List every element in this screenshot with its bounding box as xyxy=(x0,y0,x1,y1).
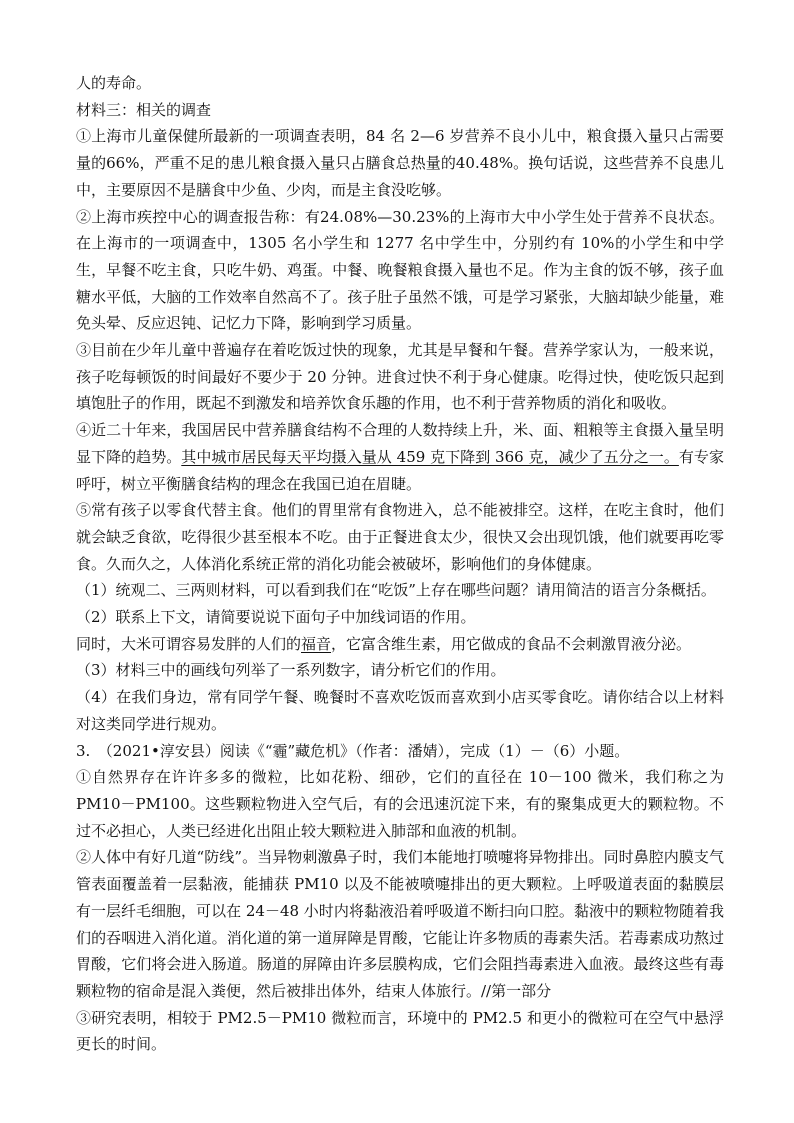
question: （3）材料三中的画线句列举了一系列数字，请分析它们的作用。 xyxy=(76,661,506,680)
section-title: 材料三：相关的调查 xyxy=(76,100,212,119)
paragraph: ②上海市疾控中心的调查报告称：有24.08%—30.23%的上海市大中小学生处于营养不良状态。在上海市的一项调查中，1305 名小学生和 1277 名中学生中，分别约有 10%的小学生和中学生，早餐不吃主食，只吃牛奶、鸡蛋。中餐、晚餐粮食摄入量也不足。作为主食的饭不够，孩子血糖水平低，大脑的工作效率自然高不了。孩子肚子虽然不饿，可是学习紧张，大脑却缺少能量，难免头晕、反应迟钝、记忆力下降，影响到学习质量。 xyxy=(76,207,724,333)
paragraph: ①上海市儿童保健所最新的一项调查表明，84 名 2—6 岁营养不良小儿中，粮食摄入量只占需要量的66%，严重不足的患儿粮食摄入量只占膳食总热量的40.48%。换句话说，这些营养不良患儿中，主要原因不是膳食中少鱼、少肉，而是主食没吃够。 xyxy=(76,127,724,199)
text-line: 人的寿命。 xyxy=(76,74,152,92)
question: （4）在我们身边，常有同学午餐、晚餐时不喜欢吃饭而喜欢到小店买零食吃。请你结合以上材料对这类同学进行规劝。 xyxy=(76,688,724,733)
section-heading: 3. （2021•淳安县）阅读《“霾”藏危机》（作者：潘婧），完成（1）－（6）小题。 xyxy=(76,741,630,760)
quoted-sentence xyxy=(76,631,724,658)
paragraph: ③研究表明，相较于 PM2.5－PM10 微粒而言，环境中的 PM2.5 和更小的微粒可在空气中悬浮更长的时间。 xyxy=(76,1008,724,1054)
text-run: ，它富含维生素，用它做成的食品不会刺激胃液分泌。 xyxy=(331,634,692,653)
underlined-word: 福音 xyxy=(301,634,332,653)
document-page xyxy=(76,70,724,1058)
question: （2）联系上下文，请简要说说下面句子中加线词语的作用。 xyxy=(76,608,476,627)
paragraph: ②人体中有好几道“防线”。当异物刺激鼻子时，我们本能地打喷嚏将异物排出。同时鼻腔内膜支气管表面覆盖着一层黏液，能捕获 PM10 以及不能被喷嚏排出的更大颗粒。上呼吸道表面的黏膜层有一层纤毛细胞，可以在 24－48 小时内将黏液沿着呼吸道不断扫向口腔。黏液中的颗粒物随着我们的吞咽进入消化道。消化道的第一道屏障是胃酸，它能让许多物质的毒素失活。若毒素成功熬过胃酸，它们将会进入肠道。肠道的屏障由许多层膜构成，它们会阻挡毒素进入血液。最终这些有毒颗粒物的宿命是混入粪便，然后被排出体外，结束人体旅行。//第一部分 xyxy=(76,848,724,1000)
paragraph: ①自然界存在许许多多的微粒，比如花粉、细砂，它们的直径在 10－100 微米，我们称之为 PM10－PM100。这些颗粒物进入空气后，有的会迅速沉淀下来，有的聚集成更大的颗粒物。不过不必担心，人类已经进化出阻止较大颗粒进入肺部和血液的机制。 xyxy=(76,768,724,840)
question: （1）统观二、三两则材料，可以看到我们在“吃饭”上存在哪些问题？请用简洁的语言分条概括。 xyxy=(76,581,716,600)
text-run: 有专家呼吁，树立平衡膳食结构的理念在我国已迫在眉睫。 xyxy=(76,447,724,493)
paragraph: ⑤常有孩子以零食代替主食。他们的胃里常有食物进入，总不能被排空。这样，在吃主食时，他们就会缺乏食欲，吃得很少甚至根本不吃。由于正餐进食太少，很快又会出现饥饿，他们就要再吃零食。久而久之，人体消化系统正常的消化功能会被破坏，影响他们的身体健康。 xyxy=(76,501,724,573)
underlined-sentence: 其中城市居民每天平均摄入量从 459 克下降到 366 克，减少了五分之一。 xyxy=(181,447,679,466)
paragraph: ③目前在少年儿童中普遍存在着吃饭过快的现象，尤其是早餐和午餐。营养学家认为，一般来说，孩子吃每顿饭的时间最好不要少于 20 分钟。进食过快不利于身心健康。吃得过快，使吃饭只起到填饱肚子的作用，既起不到激发和培养饮食乐趣的作用，也不利于营养物质的消化和吸收。 xyxy=(76,341,724,413)
paragraph xyxy=(76,417,724,497)
text-run: 同时，大米可谓容易发胖的人们的 xyxy=(76,634,302,653)
text-run: ④近二十年来，我国居民中营养膳食结构不合理的人数持续上升，米、面、粗粮等主食摄入量呈明显下降的趋势。 xyxy=(76,421,724,466)
